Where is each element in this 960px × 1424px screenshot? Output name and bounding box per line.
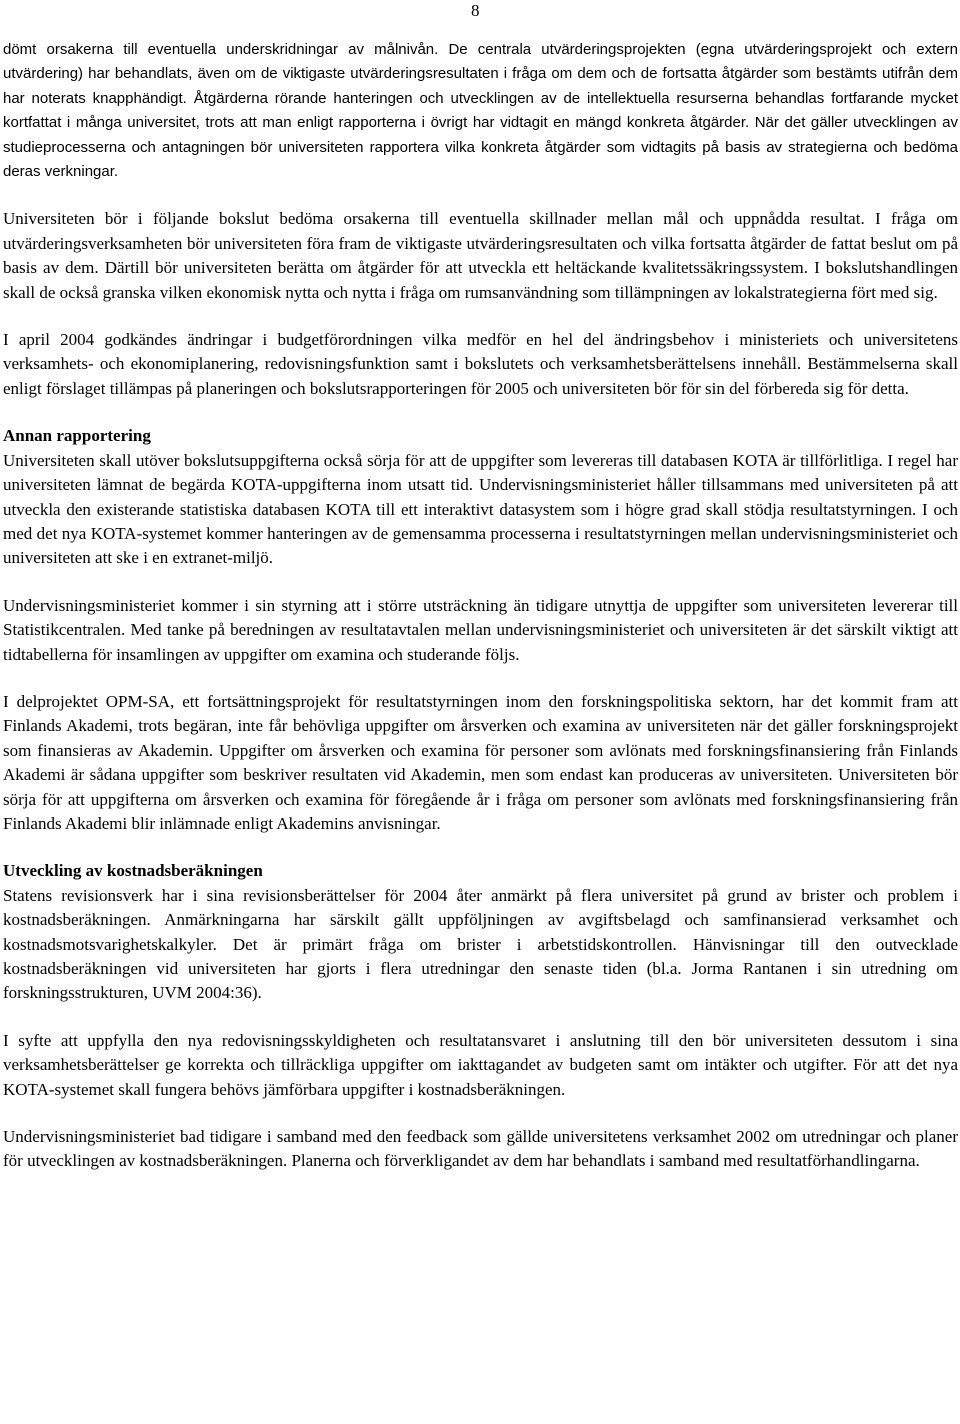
- heading-kostnadsberakning: Utveckling av kostnadsberäkningen: [3, 861, 263, 881]
- page-content: [3, 38, 958, 1174]
- page-number: 8: [471, 1, 480, 20]
- paragraph-revisionsverk: Statens revisionsverk har i sina revisionsberättelser för 2004 åter anmärkt på flera universitet på grund av brister och problem i kostnadsberäkningen. Anmärkningarna har särskilt gällt uppföljningen av avgiftsbelagd och samfinansierad verksamhet och kostnadsmotsvarighetskalkyler. Det är primärt fråga om brister i arbetstidskontrollen. Hänvisningar till den outvecklade kostnadsberäkningen vid universiteten har gjorts i flera utredningar den senaste tiden (bl.a. Jorma Rantanen i sin utredning om forskningsstrukturen, UVM 2004:36).: [3, 885, 958, 1003]
- paragraph-redovisningsskyldighet: I syfte att uppfylla den nya redovisningsskyldigheten och resultatansvaret i anslutning till den bör universiteten dessutom i sina verksamhetsberättelser ge korrekta och tillräckliga uppgifter om iakttagandet av budgeten samt om intäkter och utgifter. För att det nya KOTA-systemet skall fungera behövs jämförbara uppgifter i kostnadsberäkningen.: [3, 1030, 958, 1099]
- paragraph-budget-regulation: I april 2004 godkändes ändringar i budgetförordningen vilka medför en hel del ändringsbehov i ministeriets och universitetens verksamhets- och ekonomiplanering, redovisningsfunktion samt i bokslutets och verksamhetsberättelsens innehåll. Bestämmelserna skall enligt förslaget tillämpas på planeringen och bokslutsrapporteringen för 2005 och universiteten bör för sin del förbereda sig för detta.: [3, 330, 958, 398]
- paragraph-bokslut-guidance: Universiteten bör i följande bokslut bedöma orsakerna till eventuella skillnader mellan mål och uppnådda resultat. I fråga om utvärderingsverksamheten bör universiteten föra fram de viktigaste utvärderingsresultaten och vilka fortsatta åtgärder de fattat beslut om på basis av dem. Därtill bör universiteten berätta om åtgärder för att utveckla ett heltäckande kvalitetssäkringssystem. I bokslutshandlingen skall de också granska vilken ekonomisk nytta och nytta i fråga om rumsanvändning som tillämpningen av lokalstrategierna fört med sig.: [3, 209, 958, 302]
- paragraph-feedback-2002: Undervisningsministeriet bad tidigare i samband med den feedback som gällde universitetens verksamhet 2002 om utredningar och planer för utvecklingen av kostnadsberäkningen. Planerna och förverkligandet av dem har behandlats i samband med resultatförhandlingarna.: [3, 1127, 958, 1171]
- paragraph-evaluation-summary: dömt orsakerna till eventuella underskridningar av målnivån. De centrala utvärderingsprojekten (egna utvärderingsprojekt och extern utvärdering) har behandlats, även om de viktigaste utvärderingsresultaten i fråga om dem och de fortsatta åtgärder som bestämts utifrån dem har noterats knapphändigt. Åtgärderna rörande hanteringen och utvecklingen av de intellektuella resurserna behandlas fortfarande mycket kortfattat i många universitet, trots att man enligt rapporterna i övrigt har vidtagit en mängd konkreta åtgärder. När det gäller utvecklingen av studieprocesserna och antagningen bör universiteten rapportera vilka konkreta åtgärder som vidtagits på basis av strategierna och bedöma deras verkningar.: [3, 41, 958, 181]
- paragraph-kota-database: Universiteten skall utöver bokslutsuppgifterna också sörja för att de uppgifter som levereras till databasen KOTA är tillförlitliga. I regel har universiteten lämnat de begärda KOTA-uppgifterna inom utsatt tid. Undervisningsministeriet håller tillsammans med universiteten på att utveckla den existerande statistiska databasen KOTA till ett interaktivt datasystem som i högre grad skall stödja resultatstyrningen. I och med det nya KOTA-systemet kommer hanteringen av de gemensamma processerna i resultatstyrningen mellan undervisningsministeriet och universiteten att ske i en extranet-miljö.: [3, 450, 958, 568]
- paragraph-statistikcentralen: Undervisningsministeriet kommer i sin styrning att i större utsträckning än tidigare utnyttja de uppgifter som universiteten levererar till Statistikcentralen. Med tanke på beredningen av resultatavtalen mellan undervisningsministeriet och universiteten är det särskilt viktigt att tidtabellerna för insamlingen av uppgifter om examina och studerande följs.: [3, 595, 958, 664]
- paragraph-opm-sa: I delprojektet OPM-SA, ett fortsättningsprojekt för resultatstyrningen inom den forskningspolitiska sektorn, har det kommit fram att Finlands Akademi, trots begäran, inte får behövliga uppgifter om årsverken och examina av universiteten när det gäller forskningsprojekt som finansieras av Akademin. Uppgifter om årsverken och examina för personer som avlönats med forskningsfinansiering från Finlands Akademi är sådana uppgifter som beskriver resultaten vid Akademin, men som endast kan produceras av universiteten. Universiteten bör sörja för att uppgifterna om årsverken och examina för föregående år i fråga om personer som avlönats med forskningsfinansiering från Finlands Akademi blir inlämnade enligt Akademins anvisningar.: [3, 691, 958, 833]
- heading-annan-rapportering: Annan rapportering: [3, 426, 151, 446]
